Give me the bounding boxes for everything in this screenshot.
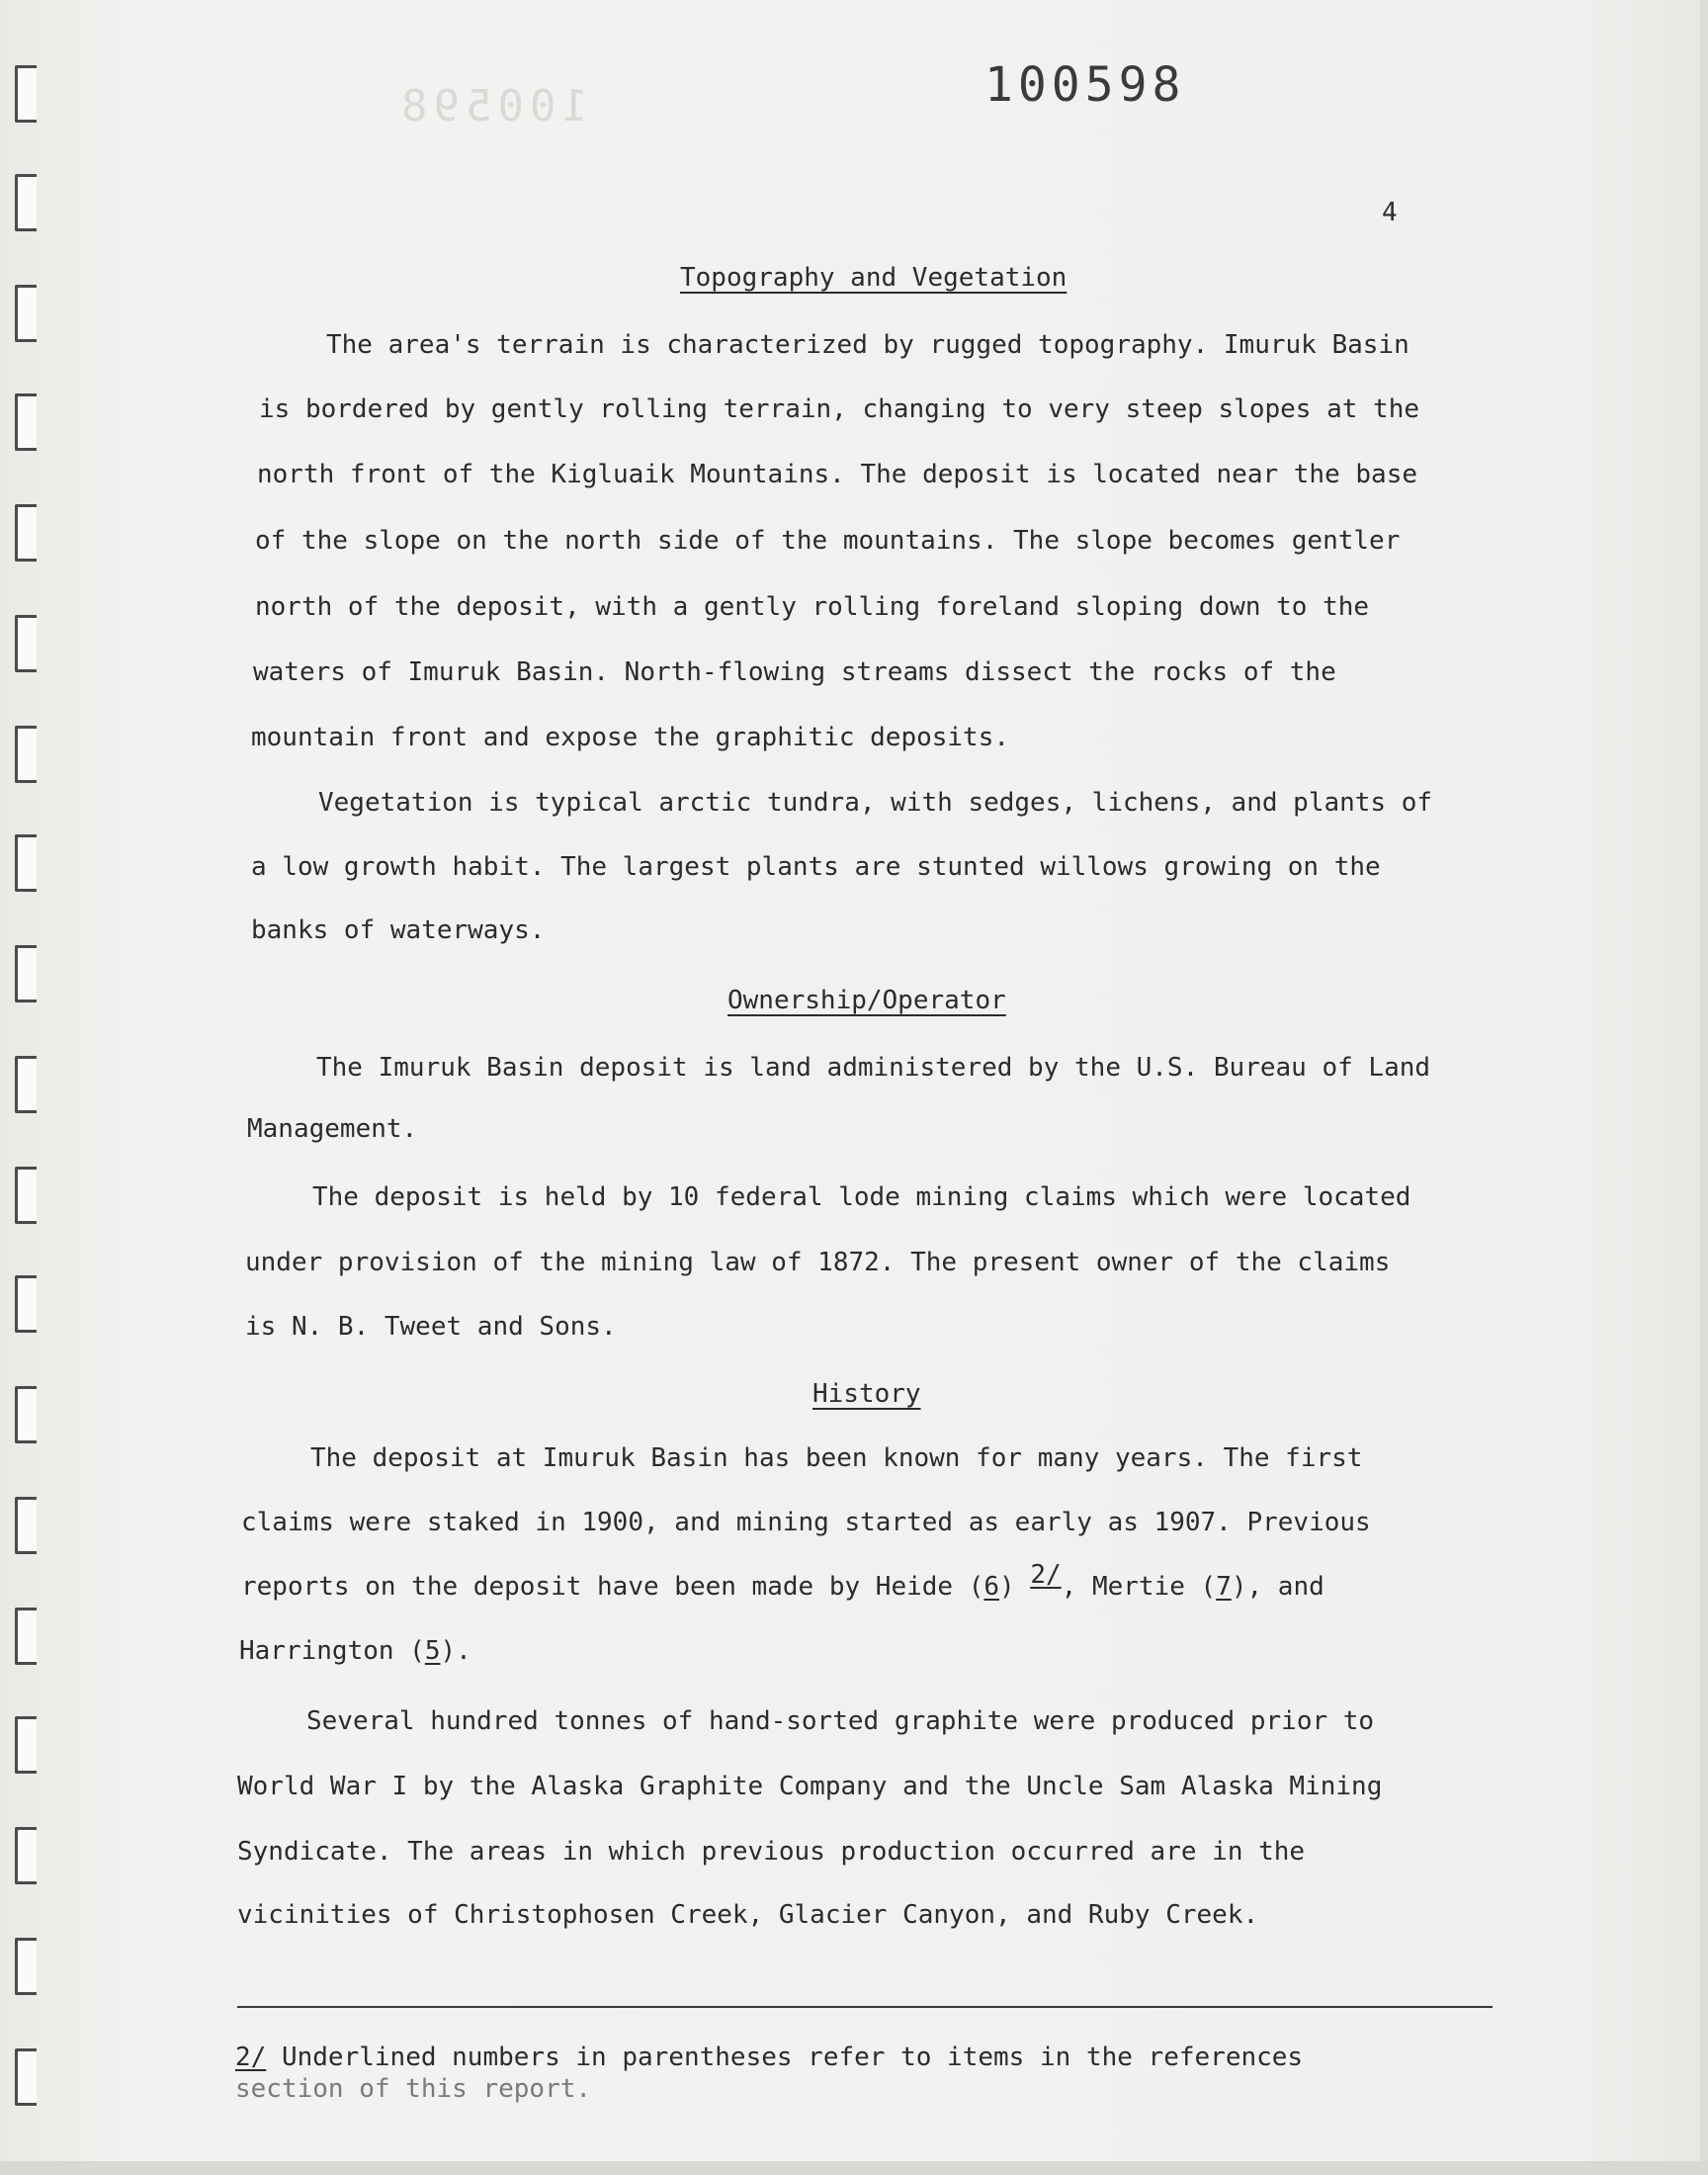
document-number: 100598 <box>984 57 1186 113</box>
reference-text: ) <box>999 1572 1031 1602</box>
binder-hole <box>15 1275 37 1333</box>
binder-hole <box>15 1056 37 1113</box>
binder-hole <box>15 615 37 672</box>
reference-text: reports on the deposit have been made by Heide ( <box>241 1572 984 1602</box>
paragraph-line: Vegetation is typical arctic tundra, with sedges, lichens, and plants of <box>318 788 1433 818</box>
paragraph-line: The area's terrain is characterized by rugged topography. Imuruk Basin <box>326 330 1409 360</box>
binder-hole <box>15 393 37 451</box>
paragraph-line: north of the deposit, with a gently rolling foreland sloping down to the <box>255 592 1370 622</box>
paragraph-line: waters of Imuruk Basin. North-flowing streams dissect the rocks of the <box>253 657 1336 687</box>
paragraph-line-references <box>241 1560 1324 1602</box>
footnote-line <box>235 2043 1303 2072</box>
paragraph-line: is bordered by gently rolling terrain, changing to very steep slopes at the <box>259 394 1419 424</box>
binder-hole <box>15 834 37 892</box>
paragraph-line: Several hundred tonnes of hand-sorted graphite were produced prior to <box>306 1706 1375 1736</box>
paragraph-line: claims were staked in 1900, and mining started as early as 1907. Previous <box>241 1508 1371 1537</box>
paragraph-line: vicinities of Christophosen Creek, Glacier Canyon, and Ruby Creek. <box>237 1900 1259 1930</box>
binder-hole <box>15 504 37 562</box>
scan-edge-right <box>1700 0 1708 2175</box>
binder-hole <box>15 1386 37 1443</box>
binder-hole <box>15 1167 37 1224</box>
binder-hole <box>15 285 37 342</box>
paragraph-line-references <box>239 1636 471 1666</box>
paragraph-line: banks of waterways. <box>251 915 546 945</box>
binder-hole <box>15 1827 37 1884</box>
paragraph-line: of the slope on the north side of the mountains. The slope becomes gentler <box>255 526 1401 556</box>
paragraph-line: north front of the Kigluaik Mountains. The deposit is located near the base <box>257 460 1417 489</box>
page-number: 4 <box>1382 198 1398 227</box>
reference-number: 7 <box>1216 1572 1232 1602</box>
binder-hole <box>15 174 37 231</box>
binder-hole <box>15 65 37 123</box>
reference-text: , Mertie ( <box>1061 1572 1217 1602</box>
binder-hole <box>15 2048 37 2106</box>
reference-text: ), and <box>1231 1572 1324 1602</box>
footnote-divider <box>237 2006 1493 2008</box>
binder-hole <box>15 945 37 1002</box>
binder-hole <box>15 726 37 783</box>
reference-text: ). <box>440 1636 471 1666</box>
paragraph-line: is N. B. Tweet and Sons. <box>245 1312 617 1342</box>
section-heading-ownership: Ownership/Operator <box>727 986 1006 1015</box>
binder-hole <box>15 1608 37 1665</box>
footnote-marker: 2/ <box>235 2043 267 2072</box>
reference-text: Harrington ( <box>239 1636 425 1666</box>
footnote-marker: 2/ <box>1030 1560 1062 1590</box>
paragraph-line: The deposit is held by 10 federal lode mining claims which were located <box>312 1182 1411 1212</box>
paragraph-line: mountain front and expose the graphitic deposits. <box>251 723 1010 752</box>
scan-edge-bottom <box>0 2161 1708 2175</box>
paragraph-line: Management. <box>247 1114 418 1144</box>
section-heading-history: History <box>812 1379 921 1409</box>
binder-hole <box>15 1497 37 1554</box>
paragraph-line: World War I by the Alaska Graphite Company and the Uncle Sam Alaska Mining <box>237 1772 1383 1801</box>
paragraph-line: a low growth habit. The largest plants are stunted willows growing on the <box>251 852 1381 882</box>
paragraph-line: The Imuruk Basin deposit is land administered by the U.S. Bureau of Land <box>316 1053 1431 1083</box>
binder-hole <box>15 1938 37 1995</box>
reference-number: 5 <box>424 1636 441 1666</box>
bleed-through-number: 100598 <box>395 81 588 131</box>
reference-number: 6 <box>983 1572 1000 1602</box>
footnote-text: Underlined numbers in parentheses refer to items in the references <box>266 2043 1304 2072</box>
paragraph-line: The deposit at Imuruk Basin has been known for many years. The first <box>310 1443 1363 1473</box>
binder-hole <box>15 1716 37 1774</box>
footnote-line: section of this report. <box>235 2074 592 2104</box>
paragraph-line: Syndicate. The areas in which previous production occurred are in the <box>237 1837 1306 1867</box>
section-heading-topography: Topography and Vegetation <box>680 263 1068 293</box>
paragraph-line: under provision of the mining law of 1872. The present owner of the claims <box>245 1248 1391 1277</box>
